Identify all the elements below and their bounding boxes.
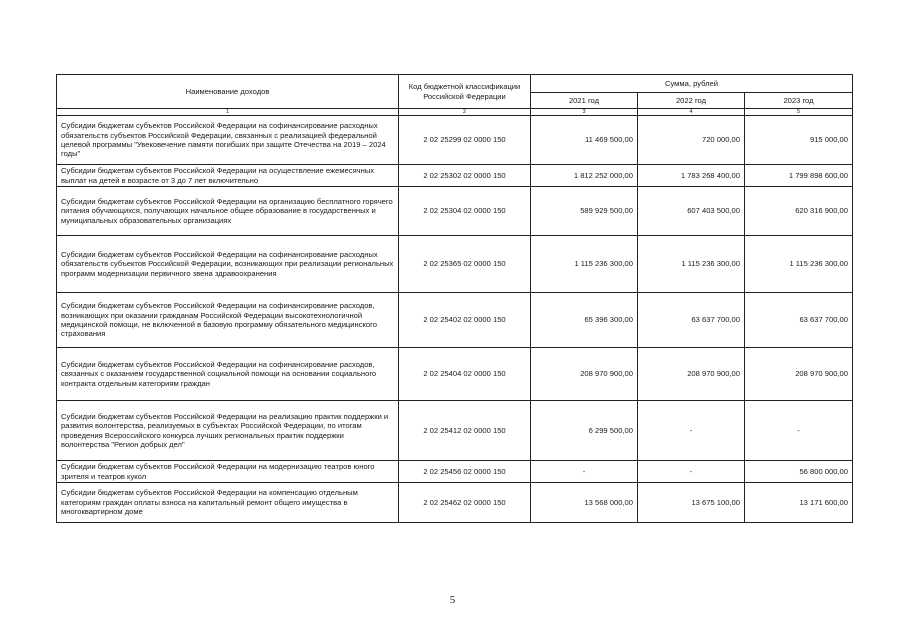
revenue-table [56, 74, 853, 523]
budget-code: 2 02 25402 02 0000 150 [399, 293, 531, 348]
table-row [57, 116, 853, 165]
budget-code: 2 02 25404 02 0000 150 [399, 348, 531, 401]
table-row [57, 348, 853, 401]
page-number: 5 [449, 594, 456, 606]
header-year-2021: 2021 год [531, 93, 638, 109]
header-budget-code: Код бюджетной классификации Российской Федерации [399, 75, 531, 109]
amount-2021: 65 396 300,00 [531, 293, 638, 348]
revenue-name: Субсидии бюджетам субъектов Российской Федерации на софинансирование расходных обязательств субъектов Российской Федерации, возникающих при реализации региональных программ модернизации первичного звена здравоохранения [57, 236, 399, 293]
table-row [57, 236, 853, 293]
amount-2023: 56 800 000,00 [745, 461, 853, 483]
budget-code: 2 02 25304 02 0000 150 [399, 187, 531, 236]
budget-code: 2 02 25462 02 0000 150 [399, 483, 531, 523]
amount-2022: - [638, 401, 745, 461]
amount-2021: 11 469 500,00 [531, 116, 638, 165]
amount-2023: 915 000,00 [745, 116, 853, 165]
amount-2021: 13 568 000,00 [531, 483, 638, 523]
column-number: 3 [531, 109, 638, 116]
revenue-name: Субсидии бюджетам субъектов Российской Федерации на осуществление ежемесячных выплат на детей в возрасте от 3 до 7 лет включительно [57, 165, 399, 187]
amount-2022: - [638, 461, 745, 483]
revenue-name: Субсидии бюджетам субъектов Российской Федерации на софинансирование расходов, связанных с оказанием государственной социальной помощи на основании социального контракта отдельным категориям граждан [57, 348, 399, 401]
revenue-name: Субсидии бюджетам субъектов Российской Федерации на софинансирование расходных обязательств субъектов Российской Федерации, связанных с реализацией федеральной целевой программы "Увековечение памяти погибших при защите Отечества на 2019 – 2024 годы" [57, 116, 399, 165]
amount-2023: 208 970 900,00 [745, 348, 853, 401]
budget-code: 2 02 25302 02 0000 150 [399, 165, 531, 187]
amount-2022: 13 675 100,00 [638, 483, 745, 523]
amount-2021: 1 812 252 000,00 [531, 165, 638, 187]
amount-2021: 589 929 500,00 [531, 187, 638, 236]
table-row [57, 461, 853, 483]
amount-2023: 63 637 700,00 [745, 293, 853, 348]
amount-2022: 208 970 900,00 [638, 348, 745, 401]
column-number: 1 [57, 109, 399, 116]
column-number: 5 [745, 109, 853, 116]
header-sum: Сумма, рублей [531, 75, 853, 93]
revenue-name: Субсидии бюджетам субъектов Российской Федерации на модернизацию театров юного зрителя и театров кукол [57, 461, 399, 483]
amount-2023: - [745, 401, 853, 461]
budget-code: 2 02 25299 02 0000 150 [399, 116, 531, 165]
header-year-2023: 2023 год [745, 93, 853, 109]
amount-2022: 720 000,00 [638, 116, 745, 165]
amount-2022: 607 403 500,00 [638, 187, 745, 236]
amount-2023: 620 316 900,00 [745, 187, 853, 236]
amount-2021: - [531, 461, 638, 483]
table-row [57, 401, 853, 461]
column-number: 2 [399, 109, 531, 116]
column-number: 4 [638, 109, 745, 116]
amount-2023: 1 799 898 600,00 [745, 165, 853, 187]
header-year-2022: 2022 год [638, 93, 745, 109]
amount-2023: 1 115 236 300,00 [745, 236, 853, 293]
table-row [57, 187, 853, 236]
header-revenue-name: Наименование доходов [57, 75, 399, 109]
amount-2023: 13 171 600,00 [745, 483, 853, 523]
table-row [57, 293, 853, 348]
amount-2022: 1 115 236 300,00 [638, 236, 745, 293]
amount-2021: 6 299 500,00 [531, 401, 638, 461]
amount-2022: 1 783 268 400,00 [638, 165, 745, 187]
revenue-name: Субсидии бюджетам субъектов Российской Федерации на реализацию практик поддержки и развития волонтерства, реализуемых в субъектах Российской Федерации, по итогам проведения Всероссийского конкурса лучших региональных практик поддержки волонтерства "Регион добрых дел" [57, 401, 399, 461]
revenue-name: Субсидии бюджетам субъектов Российской Федерации на софинансирование расходов, возникающих при оказании гражданам Российской Федерации высокотехнологичной медицинской помощи, не включенной в базовую программу обязательного медицинского страхования [57, 293, 399, 348]
table-row [57, 483, 853, 523]
revenue-name: Субсидии бюджетам субъектов Российской Федерации на организацию бесплатного горячего питания обучающихся, получающих начальное общее образование в государственных и муниципальных образовательных организациях [57, 187, 399, 236]
table-row [57, 165, 853, 187]
amount-2022: 63 637 700,00 [638, 293, 745, 348]
amount-2021: 208 970 900,00 [531, 348, 638, 401]
budget-code: 2 02 25456 02 0000 150 [399, 461, 531, 483]
amount-2021: 1 115 236 300,00 [531, 236, 638, 293]
budget-code: 2 02 25412 02 0000 150 [399, 401, 531, 461]
budget-code: 2 02 25365 02 0000 150 [399, 236, 531, 293]
revenue-name: Субсидии бюджетам субъектов Российской Федерации на компенсацию отдельным категориям граждан оплаты взноса на капитальный ремонт общего имущества в многоквартирном доме [57, 483, 399, 523]
